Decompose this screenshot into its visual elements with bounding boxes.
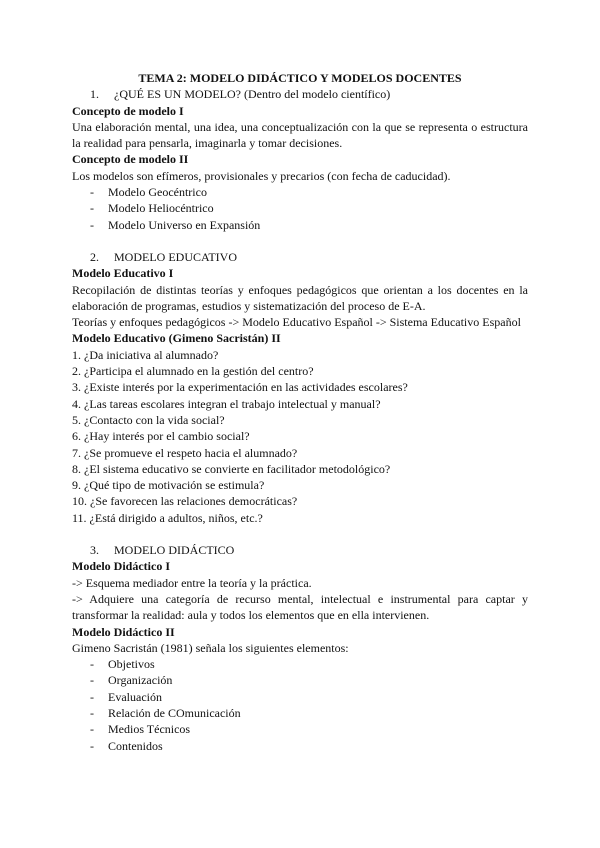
section-1-heading	[72, 86, 528, 102]
question-item: 10. ¿Se favorecen las relaciones democráticas?	[72, 494, 298, 509]
concept-1-title: Concepto de modelo I	[72, 103, 184, 118]
educativo-1-text-2: Teorías y enfoques pedagógicos -> Modelo Educativo Español -> Sistema Educativo Español	[72, 315, 521, 330]
question-item: 7. ¿Se promueve el respeto hacia el alumnado?	[72, 445, 298, 460]
concept-1-text: Una elaboración mental, una idea, una conceptualización con la que se representa o estructura la realidad para pensarla, imaginarla y tomar decisiones.	[72, 119, 528, 151]
list-item: - Relación de COmunicación	[90, 705, 241, 720]
didactico-2-text: Gimeno Sacristán (1981) señala los siguientes elementos:	[72, 640, 349, 655]
section-3-heading-text: MODELO DIDÁCTICO	[114, 543, 235, 558]
section-2-heading	[72, 249, 528, 265]
question-item: 4. ¿Las tareas escolares integran el trabajo intelectual y manual?	[72, 396, 381, 411]
didactico-1-line-1: -> Esquema mediador entre la teoría y la práctica.	[72, 575, 312, 590]
didactico-2-title: Modelo Didáctico II	[72, 624, 175, 639]
document-page	[72, 70, 528, 754]
educativo-1-text: Recopilación de distintas teorías y enfoques pedagógicos que orientan a los docentes en la elaboración de programas, estudios y sistematización del proceso de E-A.	[72, 282, 528, 313]
educativo-1-title: Modelo Educativo I	[72, 266, 174, 281]
list-item: - Organización	[90, 673, 173, 688]
question-item: 6. ¿Hay interés por el cambio social?	[72, 429, 250, 444]
question-item: 5. ¿Contacto con la vida social?	[72, 412, 225, 427]
list-item: - Evaluación	[90, 689, 162, 704]
list-item: - Objetivos	[90, 657, 155, 672]
section-3-number: 3.	[90, 543, 99, 558]
question-item: 11. ¿Está dirigido a adultos, niños, etc.?	[72, 510, 263, 525]
elements-list	[72, 656, 528, 754]
list-item: - Modelo Universo en Expansión	[90, 217, 261, 232]
list-item: - Modelo Geocéntrico	[90, 185, 207, 200]
document-title: TEMA 2: MODELO DIDÁCTICO Y MODELOS DOCENTES	[138, 71, 462, 85]
section-3-heading	[72, 542, 528, 558]
question-item: 3. ¿Existe interés por la experimentación en las actividades escolares?	[72, 380, 408, 395]
question-item: 1. ¿Da iniciativa al alumnado?	[72, 347, 219, 362]
concept-2-text: Los modelos son efímeros, provisionales y precarios (con fecha de caducidad).	[72, 168, 451, 183]
question-item: 8. ¿El sistema educativo se convierte en facilitador metodológico?	[72, 461, 391, 476]
didactico-1-title: Modelo Didáctico I	[72, 559, 170, 574]
list-item: - Contenidos	[90, 738, 163, 753]
question-item: 9. ¿Qué tipo de motivación se estimula?	[72, 478, 265, 493]
question-item: 2. ¿Participa el alumnado en la gestión del centro?	[72, 364, 314, 379]
didactico-1-line-2: -> Adquiere una categoría de recurso mental, intelectual e instrumental para captar y transformar la realidad: aula y todos los elementos que en ella intervienen.	[72, 591, 528, 623]
list-item: - Modelo Heliocéntrico	[90, 201, 214, 216]
section-2-number: 2.	[90, 249, 99, 264]
section-1-number: 1.	[90, 87, 99, 102]
section-2-heading-text: MODELO EDUCATIVO	[114, 249, 237, 264]
model-list	[72, 184, 528, 233]
section-1-heading-text: ¿QUÉ ES UN MODELO? (Dentro del modelo científico)	[114, 87, 391, 102]
educativo-2-title: Modelo Educativo (Gimeno Sacristán) II	[72, 331, 281, 346]
list-item: - Medios Técnicos	[90, 722, 191, 737]
concept-2-title: Concepto de modelo II	[72, 152, 189, 167]
